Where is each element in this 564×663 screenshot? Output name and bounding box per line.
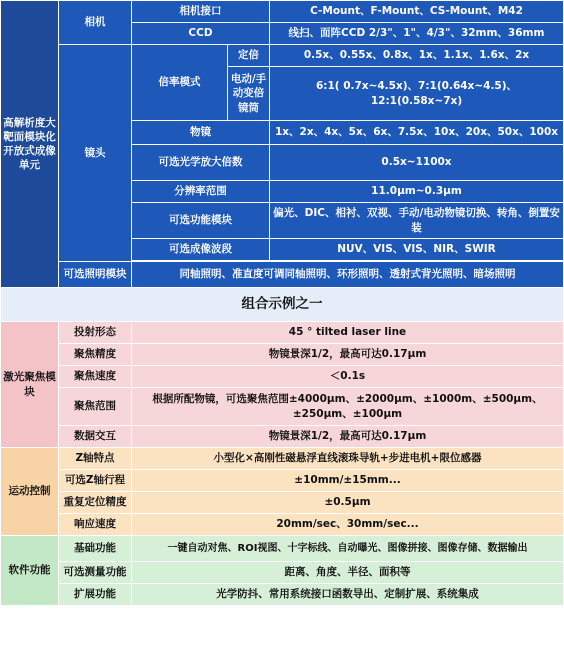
ccd-label: CCD — [132, 23, 270, 45]
software-row-label: 基础功能 — [59, 536, 132, 562]
function-module-label: 可选功能模块 — [132, 203, 270, 239]
ccd-value: 线扫、面阵CCD 2/3"、1"、4/3"、32mm、36mm — [270, 23, 564, 45]
software-row-label: 扩展功能 — [59, 584, 132, 606]
laser-row-value: 45 ° tilted laser line — [132, 322, 564, 344]
waveband-label: 可选成像波段 — [132, 239, 270, 261]
optical-mag-label: 可选光学放大倍数 — [132, 145, 270, 181]
motion-row-value: ±10mm/±15mm... — [132, 470, 564, 492]
fixed-mag-label: 定倍 — [228, 45, 270, 67]
zoom-tube-value: 6:1( 0.7x~4.5x)、7:1(0.64x~4.5)、12:1(0.58x~7x) — [270, 67, 564, 121]
motion-row-label: Z轴特点 — [59, 448, 132, 470]
laser-row-value: ＜0.1s — [132, 366, 564, 388]
laser-row-label: 数据交互 — [59, 426, 132, 448]
zoom-tube-label: 电动/手动变倍镜筒 — [228, 67, 270, 121]
software-row-value: 距离、角度、半径、面积等 — [132, 562, 564, 584]
laser-row-label: 聚焦精度 — [59, 344, 132, 366]
motion-row-value: 小型化×高刚性磁悬浮直线滚珠导轨+步进电机+限位感器 — [132, 448, 564, 470]
laser-row-label: 聚焦范围 — [59, 388, 132, 426]
laser-row-value: 物镜景深1/2，最高可达0.17μm — [132, 426, 564, 448]
optical-mag-value: 0.5x~1100x — [270, 145, 564, 181]
waveband-value: NUV、VIS、VIS、NIR、SWIR — [270, 239, 564, 261]
motion-row-label: 可选Z轴行程 — [59, 470, 132, 492]
laser-row-label: 聚焦速度 — [59, 366, 132, 388]
illumination-value: 同轴照明、准直度可调同轴照明、环形照明、透射式背光照明、暗场照明 — [132, 262, 564, 288]
camera-interface-value: C-Mount、F-Mount、CS-Mount、M42 — [270, 1, 564, 23]
unit-name-cell: 高解析度大靶面模块化开放式成像单元 — [1, 1, 59, 288]
resolution-value: 11.0μm~0.3μm — [270, 181, 564, 203]
mag-mode-label: 倍率模式 — [132, 45, 228, 121]
laser-row-label: 投射形态 — [59, 322, 132, 344]
objective-value: 1x、2x、4x、5x、6x、7.5x、10x、20x、50x、100x — [270, 121, 564, 145]
fixed-mag-value: 0.5x、0.55x、0.8x、1x、1.1x、1.6x、2x — [270, 45, 564, 67]
lens-label: 镜头 — [59, 45, 132, 262]
example-title: 组合示例之一 — [1, 288, 564, 322]
objective-label: 物镜 — [132, 121, 270, 145]
motion-row-value: 20mm/sec、30mm/sec... — [132, 514, 564, 536]
camera-label: 相机 — [59, 1, 132, 45]
software-row-value: 光学防抖、常用系统接口函数导出、定制扩展、系统集成 — [132, 584, 564, 606]
software-category: 软件功能 — [1, 536, 59, 606]
motion-row-value: ±0.5μm — [132, 492, 564, 514]
laser-category: 激光聚焦模块 — [1, 322, 59, 448]
illumination-label: 可选照明模块 — [59, 262, 132, 288]
software-row-label: 可选测量功能 — [59, 562, 132, 584]
camera-interface-label: 相机接口 — [132, 1, 270, 23]
motion-row-label: 响应速度 — [59, 514, 132, 536]
motion-row-label: 重复定位精度 — [59, 492, 132, 514]
laser-row-value: 物镜景深1/2，最高可达0.17μm — [132, 344, 564, 366]
motion-category: 运动控制 — [1, 448, 59, 536]
laser-row-value: 根据所配物镜，可选聚焦范围±4000μm、±2000μm、±1000m、±500μm、±250μm、±100μm — [132, 388, 564, 426]
resolution-label: 分辨率范围 — [132, 181, 270, 203]
software-row-value: 一键自动对焦、ROI视图、十字标线、自动曝光、图像拼接、图像存储、数据输出 — [132, 536, 564, 562]
function-module-value: 偏光、DIC、相衬、双视、手动/电动物镜切换、转角、倒置安装 — [270, 203, 564, 239]
